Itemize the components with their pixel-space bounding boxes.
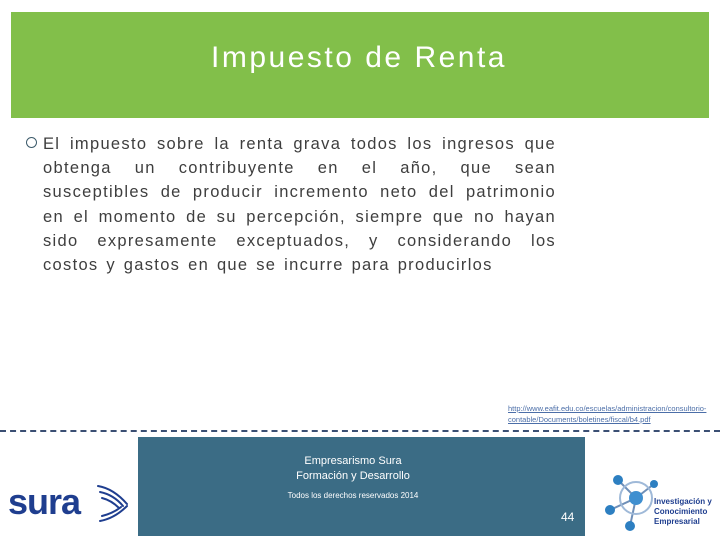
investigacion-logo-icon	[596, 464, 720, 540]
footer-line-1: Empresarismo Sura	[304, 455, 402, 467]
footer-divider	[0, 430, 720, 432]
slide-title: Impuesto de Renta	[211, 41, 507, 74]
footer-line-2: Formación y Desarrollo	[296, 470, 410, 482]
bullet-item	[26, 132, 556, 277]
page-number: 44	[561, 510, 575, 524]
footer-box	[138, 437, 585, 536]
bullet-circle-icon	[26, 137, 37, 148]
inv-logo-line-2: Conocimiento	[654, 507, 708, 516]
bullet-text: El impuesto sobre la renta grava todos los ingresos que obtenga un contribuyente en el año, que sean susceptibles de producir incremento neto del patrimonio en el momento de su percepción, siempre que no hayan sido expresamente exceptuados, y considerando los costos y gastos en que se incurre para producirlos	[43, 135, 556, 275]
inv-logo-line-1: Investigación y	[654, 497, 712, 506]
inv-logo-line-3: Empresarial	[654, 517, 700, 526]
footer-copyright: Todos los derechos reservados 2014	[287, 491, 419, 500]
sura-logo-icon	[6, 476, 134, 524]
sura-wave-mark	[98, 486, 127, 521]
sura-logo-text: sura	[8, 481, 81, 522]
reference-link[interactable]: http://www.eafit.edu.co/escuelas/administracion/consultorio-contable/Documents/boletines/fiscal/b4.pdf	[508, 404, 707, 424]
